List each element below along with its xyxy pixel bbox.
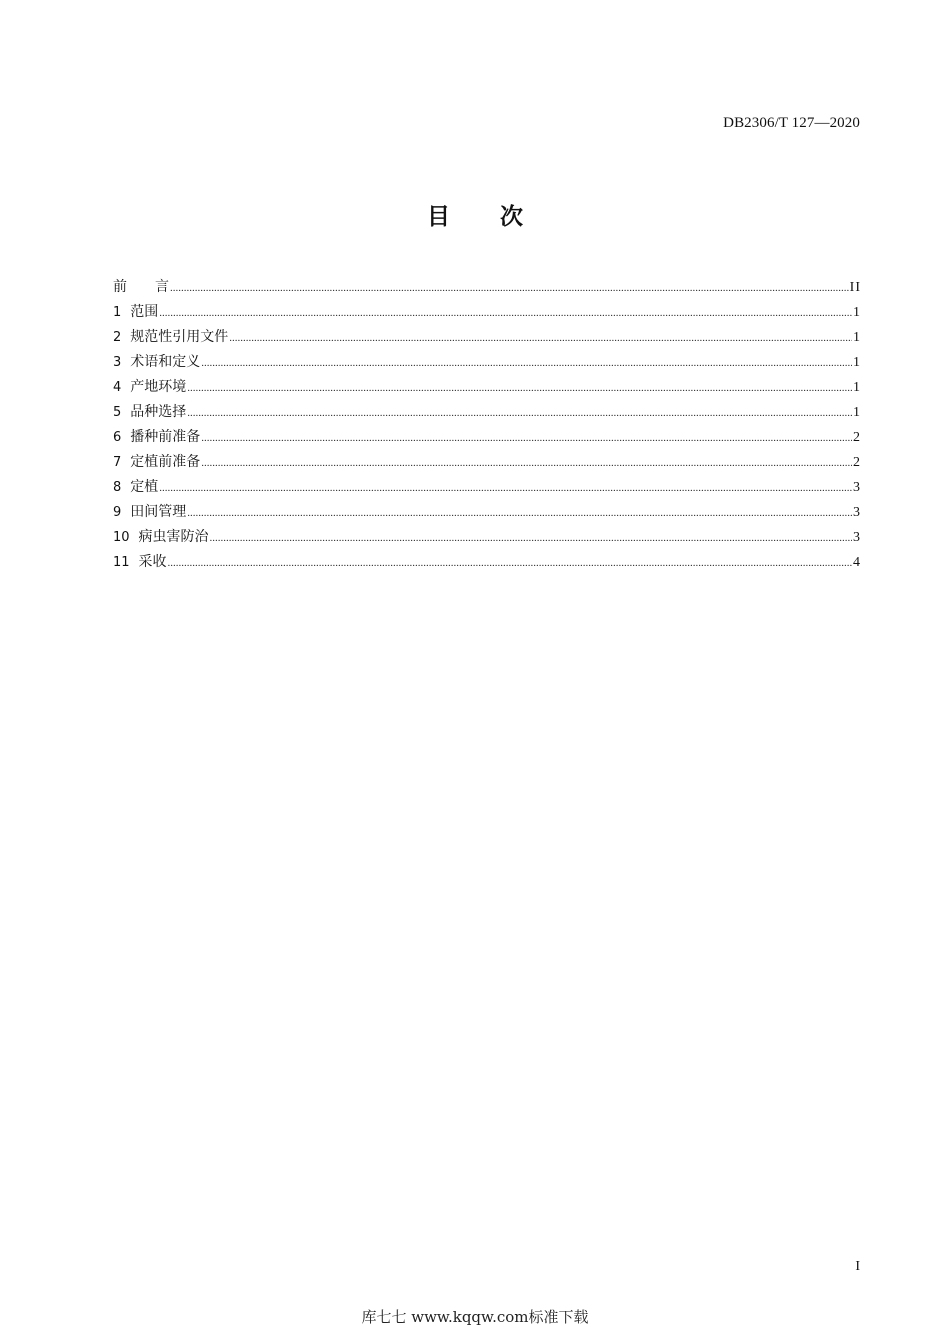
toc-entry-number: 5 bbox=[113, 405, 122, 420]
toc-leader-dots bbox=[159, 476, 852, 501]
toc-entry-2[interactable] bbox=[113, 325, 861, 350]
toc-leader-dots bbox=[201, 426, 852, 451]
toc-title-left: 目 bbox=[427, 204, 450, 230]
toc-leader-dots bbox=[168, 551, 852, 576]
toc-entry-label: 播种前准备 bbox=[130, 429, 201, 445]
toc-entry-foreword[interactable] bbox=[113, 275, 861, 300]
toc-title-right: 次 bbox=[500, 204, 523, 230]
toc-entry-label: 产地环境 bbox=[130, 379, 187, 395]
toc-entry-5[interactable] bbox=[113, 400, 861, 425]
toc-entry-3[interactable] bbox=[113, 350, 861, 375]
toc-entry-number: 11 bbox=[113, 555, 130, 570]
toc-leader-dots bbox=[170, 276, 849, 301]
footer-watermark-text: 库七七 www.kqqw.com标准下载 bbox=[361, 1308, 589, 1326]
toc-entry-label: 定植前准备 bbox=[130, 454, 201, 470]
page-number: I bbox=[855, 1259, 860, 1274]
toc-entry-6[interactable] bbox=[113, 425, 861, 450]
toc-entry-number: 8 bbox=[113, 480, 122, 495]
toc-leader-dots bbox=[187, 376, 852, 401]
toc-entry-number: 9 bbox=[113, 505, 122, 520]
toc-leader-dots bbox=[201, 351, 852, 376]
toc-entry-number: 3 bbox=[113, 355, 122, 370]
toc-leader-dots bbox=[229, 326, 852, 351]
toc-entry-label: 田间管理 bbox=[130, 504, 187, 520]
toc-leader-dots bbox=[159, 301, 852, 326]
toc-entry-number: 4 bbox=[113, 380, 122, 395]
toc-entry-label: 品种选择 bbox=[130, 404, 187, 420]
toc-entry-8[interactable] bbox=[113, 475, 861, 500]
toc-entry-page: 3 bbox=[853, 530, 861, 545]
toc-entry-number: 7 bbox=[113, 455, 122, 470]
toc-entry-label: 病虫害防治 bbox=[138, 529, 209, 545]
toc-entry-label: 定植 bbox=[130, 479, 159, 495]
toc-leader-dots bbox=[187, 501, 852, 526]
toc-entry-page: II bbox=[849, 280, 861, 295]
toc-title bbox=[0, 198, 950, 231]
toc-entry-7[interactable] bbox=[113, 450, 861, 475]
toc-entry-9[interactable] bbox=[113, 500, 861, 525]
toc-entry-1[interactable] bbox=[113, 300, 861, 325]
toc-leader-dots bbox=[210, 526, 852, 551]
toc-entry-number: 1 bbox=[113, 305, 122, 320]
toc-entry-page: 1 bbox=[853, 330, 861, 345]
toc-entry-10[interactable] bbox=[113, 525, 861, 550]
toc-entry-label: 范围 bbox=[130, 304, 159, 320]
toc-entry-page: 1 bbox=[853, 405, 861, 420]
toc-entry-page: 4 bbox=[853, 555, 861, 570]
toc-entry-label: 术语和定义 bbox=[130, 354, 201, 370]
toc-entry-page: 2 bbox=[853, 455, 861, 470]
toc-entry-number: 10 bbox=[113, 530, 130, 545]
toc-leader-dots bbox=[201, 451, 852, 476]
toc-entry-page: 2 bbox=[853, 430, 861, 445]
toc-entry-11[interactable] bbox=[113, 550, 861, 575]
toc-entry-4[interactable] bbox=[113, 375, 861, 400]
toc-entry-page: 3 bbox=[853, 480, 861, 495]
table-of-contents bbox=[113, 275, 861, 575]
document-code: DB2306/T 127—2020 bbox=[723, 115, 860, 131]
toc-entry-page: 3 bbox=[853, 505, 861, 520]
toc-entry-number: 6 bbox=[113, 430, 122, 445]
toc-entry-label: 规范性引用文件 bbox=[130, 329, 229, 345]
toc-entry-number: 2 bbox=[113, 330, 122, 345]
toc-entry-label: 采收 bbox=[138, 554, 167, 570]
toc-entry-page: 1 bbox=[853, 380, 861, 395]
toc-leader-dots bbox=[187, 401, 852, 426]
toc-entry-page: 1 bbox=[853, 355, 861, 370]
toc-entry-page: 1 bbox=[853, 305, 861, 320]
toc-entry-label: 前 言 bbox=[113, 279, 169, 295]
